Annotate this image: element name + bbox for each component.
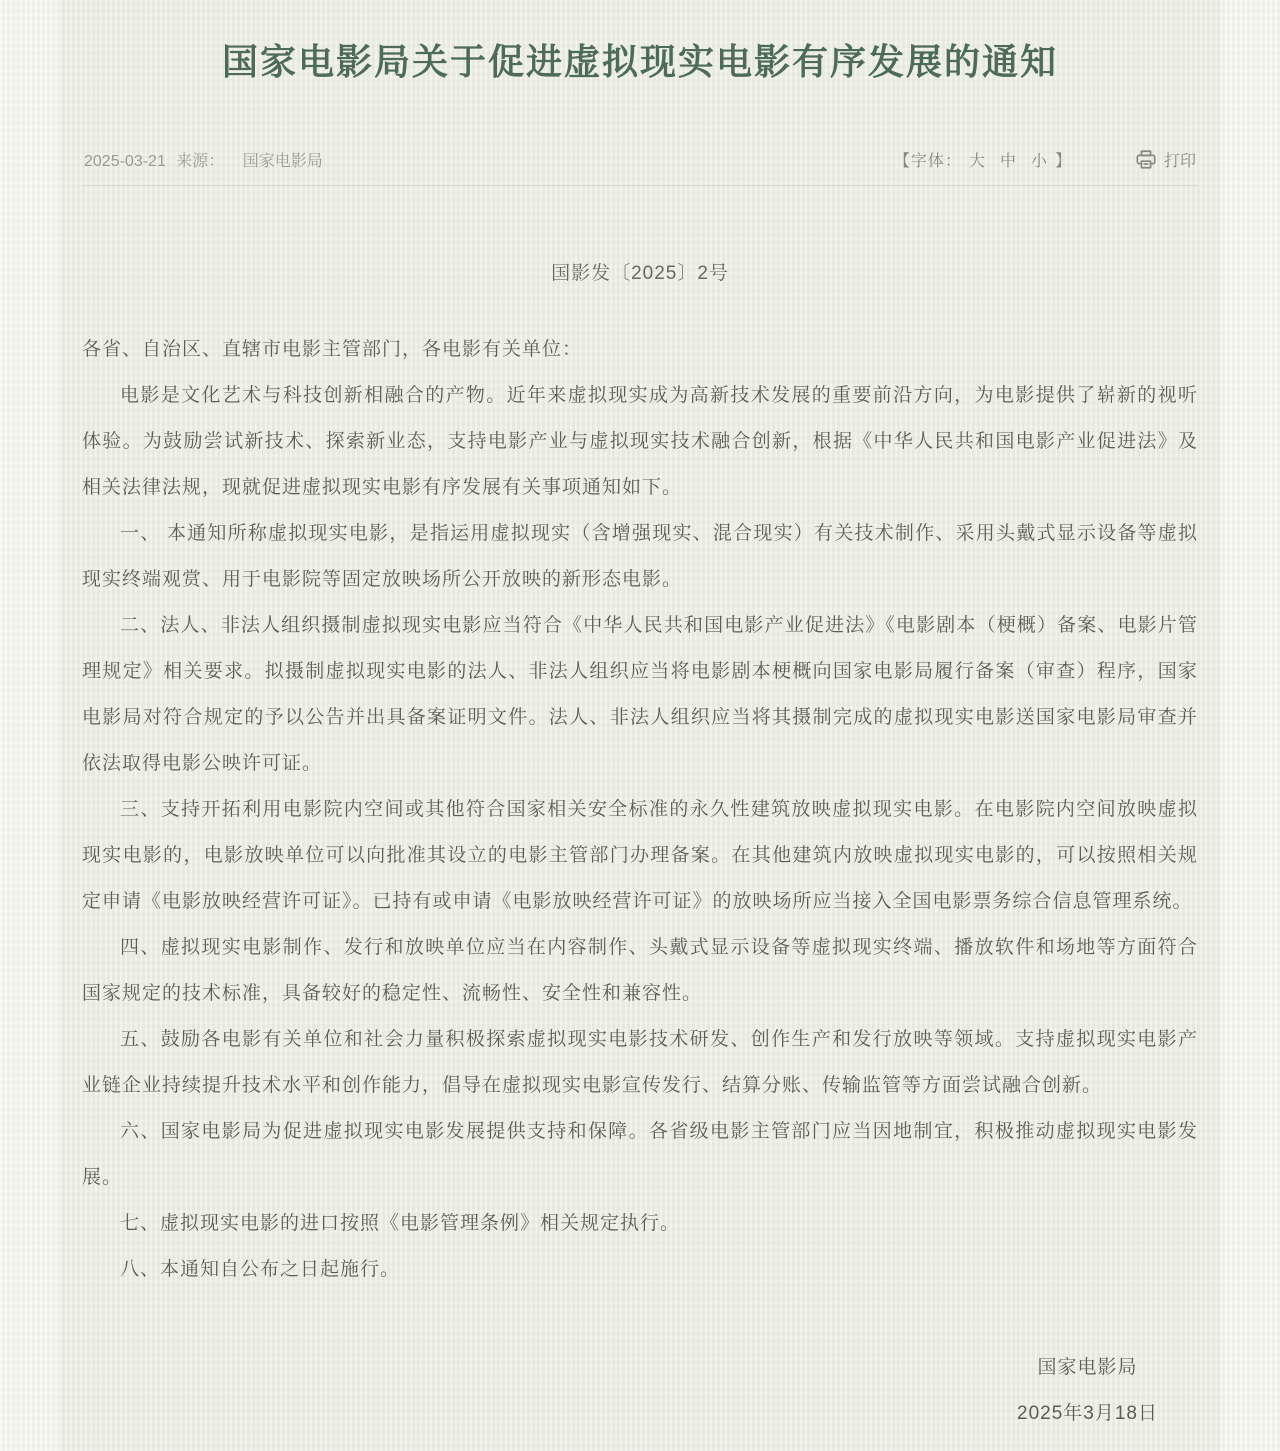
font-size-prefix: 【字体： xyxy=(893,153,962,170)
font-size-suffix: 】 xyxy=(1054,153,1072,170)
signature-block xyxy=(82,1345,1198,1437)
meta-right xyxy=(894,148,1196,171)
printer-icon[interactable] xyxy=(1136,150,1156,169)
print-button[interactable] xyxy=(1136,148,1196,171)
article-panel xyxy=(60,0,1220,1451)
meta-row xyxy=(82,148,1198,171)
page-title: 国家电影局关于促进虚拟现实电影有序发展的通知 xyxy=(221,41,1058,82)
body-paragraph: 八、本通知自公布之日起施行。 xyxy=(120,1259,401,1280)
signature-date: 2025年3月18日 xyxy=(1017,1403,1158,1424)
document-number: 国影发〔2025〕2号 xyxy=(551,263,729,284)
divider xyxy=(82,185,1198,186)
print-label: 打印 xyxy=(1163,153,1196,170)
font-size-medium-button[interactable]: 中 xyxy=(999,153,1017,170)
body-paragraph: 二、法人、非法人组织摄制虚拟现实电影应当符合《中华人民共和国电影产业促进法》《电影剧本（梗概）备案、电影片管理规定》相关要求。拟摄制虚拟现实电影的法人、非法人组织应当将电影剧本梗概向国家电影局履行备案（审查）程序，国家电影局对符合规定的予以公告并出具备案证明文件。法人、非法人组织应当将其摄制完成的虚拟现实电影送国家电影局审查并依法取得电影公映许可证。 xyxy=(82,615,1198,774)
signature-name: 国家电影局 xyxy=(1037,1357,1138,1378)
body-paragraph: 三、支持开拓利用电影院内空间或其他符合国家相关安全标准的永久性建筑放映虚拟现实电影。在电影院内空间放映虚拟现实电影的，电影放映单位可以向批准其设立的电影主管部门办理备案。在其他建筑内放映虚拟现实电影的，可以按照相关规定申请《电影放映经营许可证》。已持有或申请《电影放映经营许可证》的放映场所应当接入全国电影票务综合信息管理系统。 xyxy=(82,799,1198,912)
salutation: 各省、自治区、直辖市电影主管部门，各电影有关单位： xyxy=(82,339,583,360)
font-size-controls xyxy=(894,148,1072,171)
body-paragraph: 四、虚拟现实电影制作、发行和放映单位应当在内容制作、头戴式显示设备等虚拟现实终端、播放软件和场地等方面符合国家规定的技术标准，具备较好的稳定性、流畅性、安全性和兼容性。 xyxy=(82,937,1198,1004)
notice-body xyxy=(82,327,1198,1293)
body-paragraph: 六、国家电影局为促进虚拟现实电影发展提供支持和保障。各省级电影主管部门应当因地制宜，积极推动虚拟现实电影发展。 xyxy=(82,1121,1198,1188)
font-size-large-button[interactable]: 大 xyxy=(968,153,986,170)
meta-left xyxy=(84,148,329,171)
source-name: 国家电影局 xyxy=(242,153,323,170)
body-paragraph: 五、鼓励各电影有关单位和社会力量积极探索虚拟现实电影技术研发、创作生产和发行放映等领域。支持虚拟现实电影产业链企业持续提升技术水平和创作能力，倡导在虚拟现实电影宣传发行、结算分账、传输监管等方面尝试融合创新。 xyxy=(82,1029,1198,1096)
publish-date: 2025-03-21 xyxy=(84,153,166,170)
font-size-small-button[interactable]: 小 xyxy=(1030,153,1048,170)
body-paragraph: 七、虚拟现实电影的进口按照《电影管理条例》相关规定执行。 xyxy=(120,1213,681,1234)
source-label: 来源： xyxy=(176,153,225,170)
body-paragraph: 一、 本通知所称虚拟现实电影，是指运用虚拟现实（含增强现实、混合现实）有关技术制作、采用头戴式显示设备等虚拟现实终端观赏、用于电影院等固定放映场所公开放映的新形态电影。 xyxy=(82,523,1198,590)
body-paragraph: 电影是文化艺术与科技创新相融合的产物。近年来虚拟现实成为高新技术发展的重要前沿方向，为电影提供了崭新的视听体验。为鼓励尝试新技术、探索新业态，支持电影产业与虚拟现实技术融合创新，根据《中华人民共和国电影产业促进法》及相关法律法规，现就促进虚拟现实电影有序发展有关事项通知如下。 xyxy=(82,385,1198,498)
